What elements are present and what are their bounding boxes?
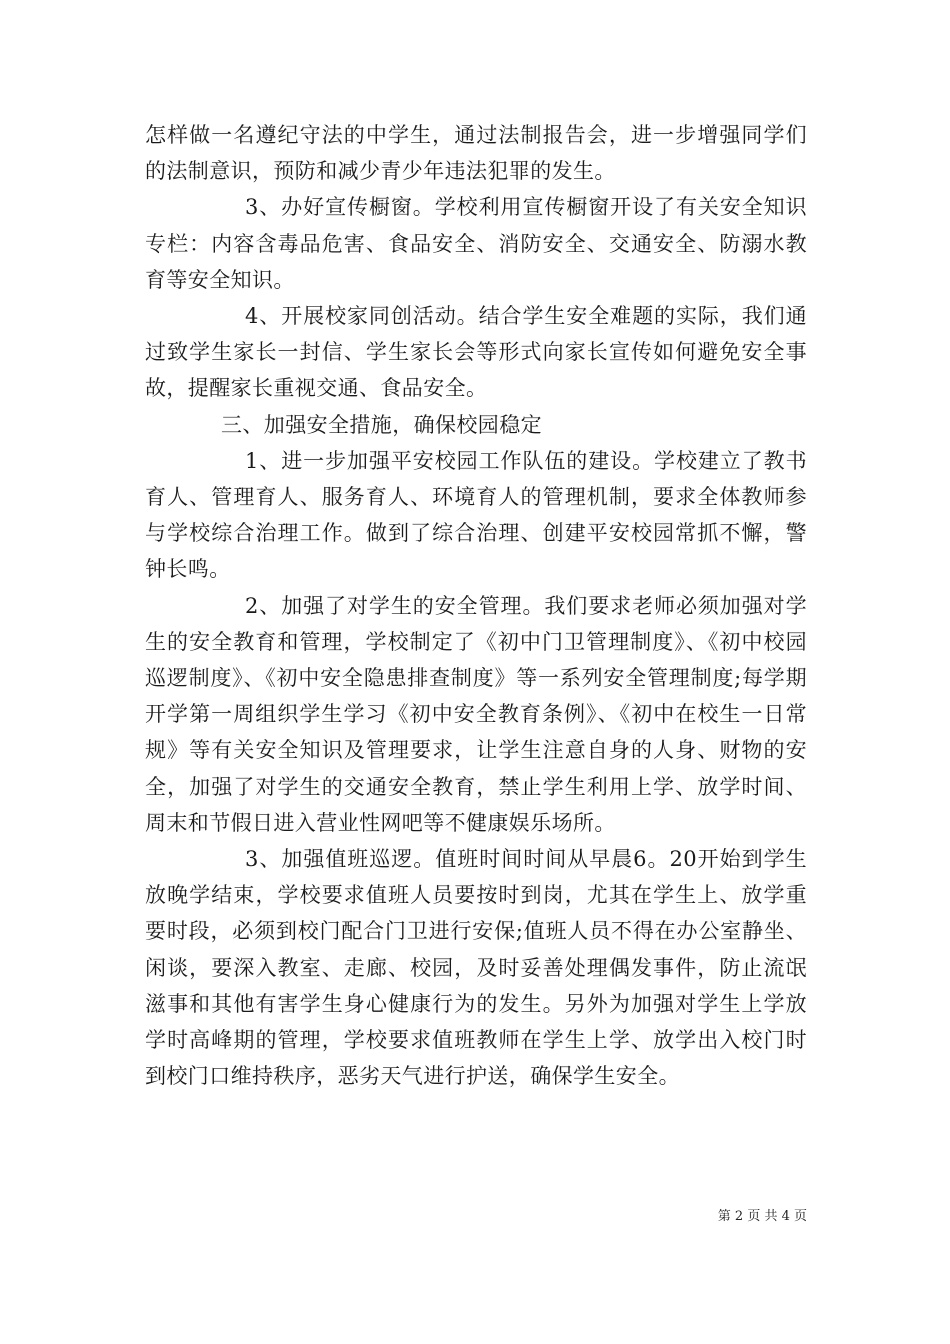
paragraph-school-family: 4、开展校家同创活动。结合学生安全难题的实际，我们通过致学生家长一封信、学生家长会等形式向家长宣传如何避免安全事故，提醒家长重视交通、食品安全。 — [145, 304, 807, 401]
section-heading: 三、加强安全措施，确保校园稳定 — [221, 412, 542, 437]
paragraph-duty-patrol: 3、加强值班巡逻。值班时间时间从早晨6。20开始到学生放晚学结束，学校要求值班人员要按时到岗，尤其在学生上、放学重要时段，必须到校门配合门卫进行安保;值班人员不得在办公室静坐、闲谈，要深入教室、走廊、校园，及时妥善处理偶发事件，防止流氓滋事和其他有害学生身心健康行为的发生。另外为加强对学生上学放学时高峰期的管理，学校要求值班教师在学生上学、放学出入校门时到校门口维持秩序，恶劣天气进行护送，确保学生安全。 — [145, 847, 807, 1089]
document-body — [145, 117, 807, 1094]
paragraph-bulletin-board: 3、办好宣传橱窗。学校利用宣传橱窗开设了有关安全知识专栏：内容含毒品危害、食品安全、消防安全、交通安全、防溺水教育等安全知识。 — [145, 195, 807, 292]
paragraph-student-management: 2、加强了对学生的安全管理。我们要求老师必须加强对学生的安全教育和管理，学校制定了《初中门卫管理制度》、《初中校园巡逻制度》、《初中安全隐患排查制度》等一系列安全管理制度;每学期开学第一周组织学生学习《初中安全教育条例》、《初中在校生一日常规》等有关安全知识及管理要求，让学生注意自身的人身、财物的安全，加强了对学生的交通安全教育，禁止学生利用上学、放学时间、周末和节假日进入营业性网吧等不健康娱乐场所。 — [145, 593, 807, 835]
paragraph-safety-team: 1、进一步加强平安校园工作队伍的建设。学校建立了教书育人、管理育人、服务育人、环境育人的管理机制，要求全体教师参与学校综合治理工作。做到了综合治理、创建平安校园常抓不懈，警钟长鸣。 — [145, 448, 807, 582]
page-number: 第 2 页 共 4 页 — [717, 1209, 807, 1224]
paragraph-continuation: 怎样做一名遵纪守法的中学生，通过法制报告会，进一步增强同学们的法制意识，预防和减少青少年违法犯罪的发生。 — [145, 123, 807, 184]
